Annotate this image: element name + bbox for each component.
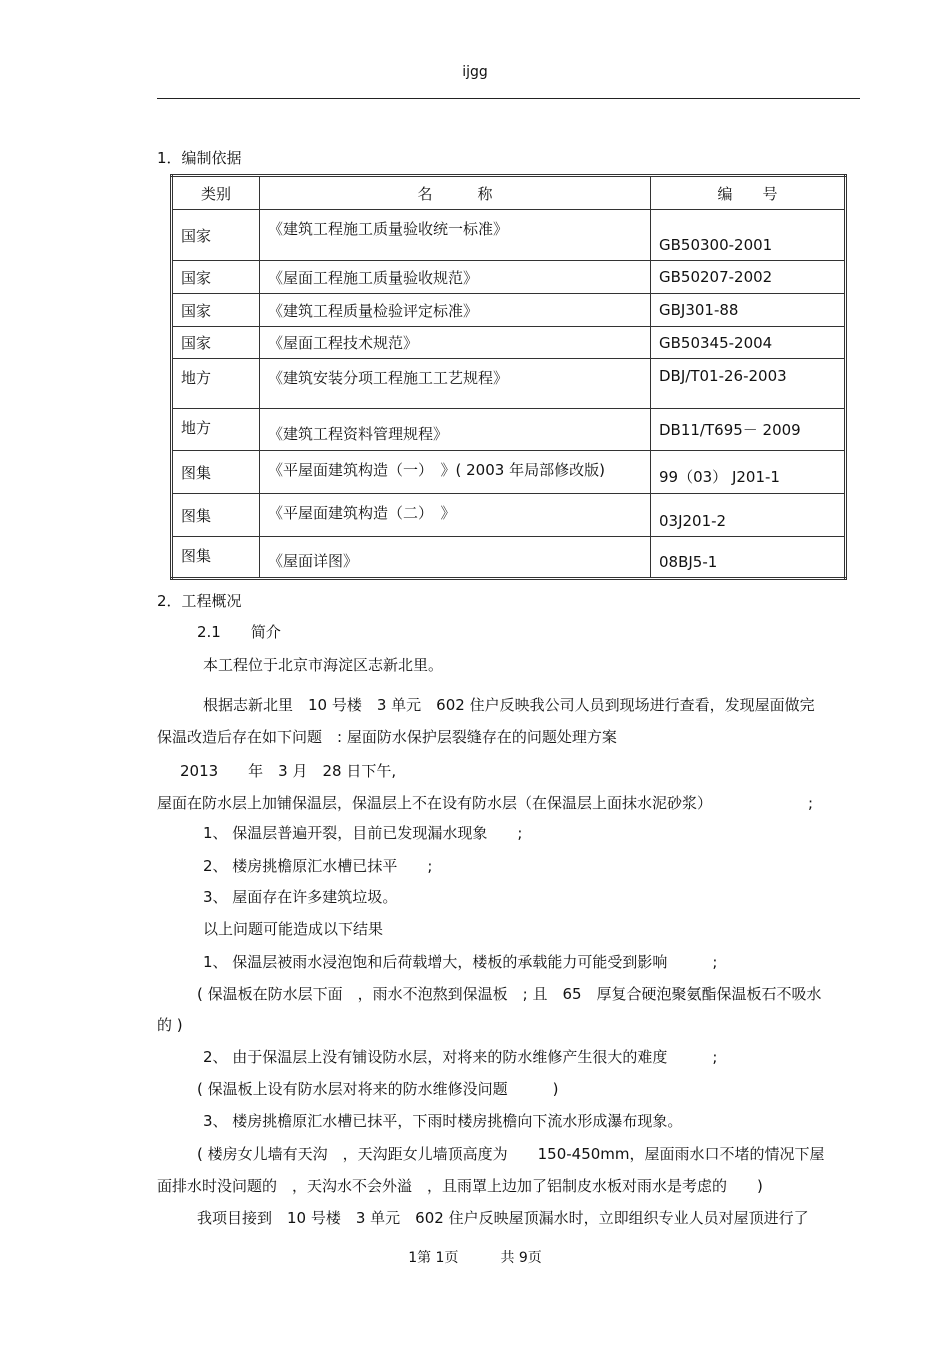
body-line: 1、 保温层被雨水浸泡饱和后荷载增大，楼板的承载能力可能受到影响 ; [203, 953, 718, 971]
body-line: 本工程位于北京市海淀区志新北里。 [203, 656, 444, 674]
table-cell-code: GBJ301-88 [651, 294, 846, 327]
body-line: 面排水时没问题的 ，天沟水不会外溢 ，且雨罩上边加了铝制皮水板对雨水是考虑的 ) [157, 1177, 763, 1195]
table-cell-code: 99（03） J201-1 [651, 451, 846, 494]
table-cell-category: 国家 [172, 210, 260, 261]
table-cell-name: 《建筑安装分项工程施工工艺规程》 [260, 359, 651, 409]
table-row [172, 359, 846, 409]
body-line: 以上问题可能造成以下结果 [203, 920, 384, 938]
table-row [172, 451, 846, 494]
body-line: 根据志新北里 10 号楼 3 单元 602 住户反映我公司人员到现场进行查看，发现屋面做完 [203, 696, 815, 714]
standards-table [170, 174, 847, 580]
section-heading: 2．工程概况 [157, 592, 242, 610]
table-cell-code: GB50345-2004 [651, 327, 846, 359]
table-cell-name: 《屋面工程施工质量验收规范》 [260, 261, 651, 294]
table-row [172, 210, 846, 261]
table-cell-category: 国家 [172, 294, 260, 327]
column-header-code: 编 号 [651, 176, 846, 210]
table-cell-name: 《平屋面建筑构造（二） 》 [260, 494, 651, 537]
table-header-row [172, 176, 846, 210]
body-line: ( 保温板上设有防水层对将来的防水维修没问题 ) [197, 1080, 559, 1098]
table-row [172, 294, 846, 327]
table-row [172, 537, 846, 579]
table-cell-name: 《屋面详图》 [260, 537, 651, 579]
table-cell-code: DB11/T695－ 2009 [651, 409, 846, 451]
table-cell-category: 图集 [172, 451, 260, 494]
body-line: 3、 屋面存在许多建筑垃圾。 [203, 888, 398, 906]
header-rule [157, 98, 860, 99]
body-line: 2013 年 3 月 28 日下午, [180, 762, 397, 780]
body-line: 的 ) [157, 1016, 183, 1034]
body-line: ( 保温板在防水层下面 ，雨水不泡熬到保温板 ; 且 65 厚复合硬泡聚氨酯保温板石不吸水 [197, 985, 822, 1003]
table-cell-category: 图集 [172, 537, 260, 579]
body-line: 保温改造后存在如下问题 : 屋面防水保护层裂缝存在的问题处理方案 [157, 728, 617, 746]
table-cell-code: DBJ/T01-26-2003 [651, 359, 846, 409]
table-row [172, 327, 846, 359]
table-cell-name: 《屋面工程技术规范》 [260, 327, 651, 359]
table-row [172, 261, 846, 294]
table-cell-name: 《建筑工程质量检验评定标准》 [260, 294, 651, 327]
subsection-heading: 2.1 简介 [197, 623, 281, 641]
table-row [172, 409, 846, 451]
table-cell-code: GB50207-2002 [651, 261, 846, 294]
table-cell-code: 03J201-2 [651, 494, 846, 537]
body-line: 2、 由于保温层上没有铺设防水层，对将来的防水维修产生很大的难度 ; [203, 1048, 718, 1066]
page-footer: 1第 1页 共 9页 [408, 1250, 542, 1266]
body-line: 3、 楼房挑檐原汇水槽已抹平，下雨时楼房挑檐向下流水形成瀑布现象。 [203, 1112, 683, 1130]
page-header-title: ijgg [462, 64, 488, 80]
table-cell-code: GB50300-2001 [651, 210, 846, 261]
table-cell-category: 国家 [172, 261, 260, 294]
table-cell-code: 08BJ5-1 [651, 537, 846, 579]
table-cell-category: 国家 [172, 327, 260, 359]
body-line: 2、 楼房挑檐原汇水槽已抹平 ; [203, 857, 433, 875]
column-header-category: 类别 [172, 176, 260, 210]
column-header-name: 名 称 [260, 176, 651, 210]
table-cell-name: 《建筑工程施工质量验收统一标准》 [260, 210, 651, 261]
table-cell-category: 地方 [172, 409, 260, 451]
section-heading: 1．编制依据 [157, 149, 242, 167]
body-line: 1、 保温层普遍开裂，目前已发现漏水现象 ; [203, 824, 523, 842]
table-cell-name: 《平屋面建筑构造（一） 》( 2003 年局部修改版) [260, 451, 651, 494]
table-row [172, 494, 846, 537]
body-line: ( 楼房女儿墙有天沟 ，天沟距女儿墙顶高度为 150-450mm，屋面雨水口不堵的情况下屋 [197, 1145, 825, 1163]
table-cell-category: 图集 [172, 494, 260, 537]
body-line: ; [808, 794, 814, 812]
table-cell-name: 《建筑工程资料管理规程》 [260, 409, 651, 451]
body-line: 屋面在防水层上加铺保温层，保温层上不在设有防水层（在保温层上面抹水泥砂浆） [157, 794, 713, 812]
body-line: 我项目接到 10 号楼 3 单元 602 住户反映屋顶漏水时，立即组织专业人员对屋顶进行了 [197, 1209, 809, 1227]
table-cell-category: 地方 [172, 359, 260, 409]
